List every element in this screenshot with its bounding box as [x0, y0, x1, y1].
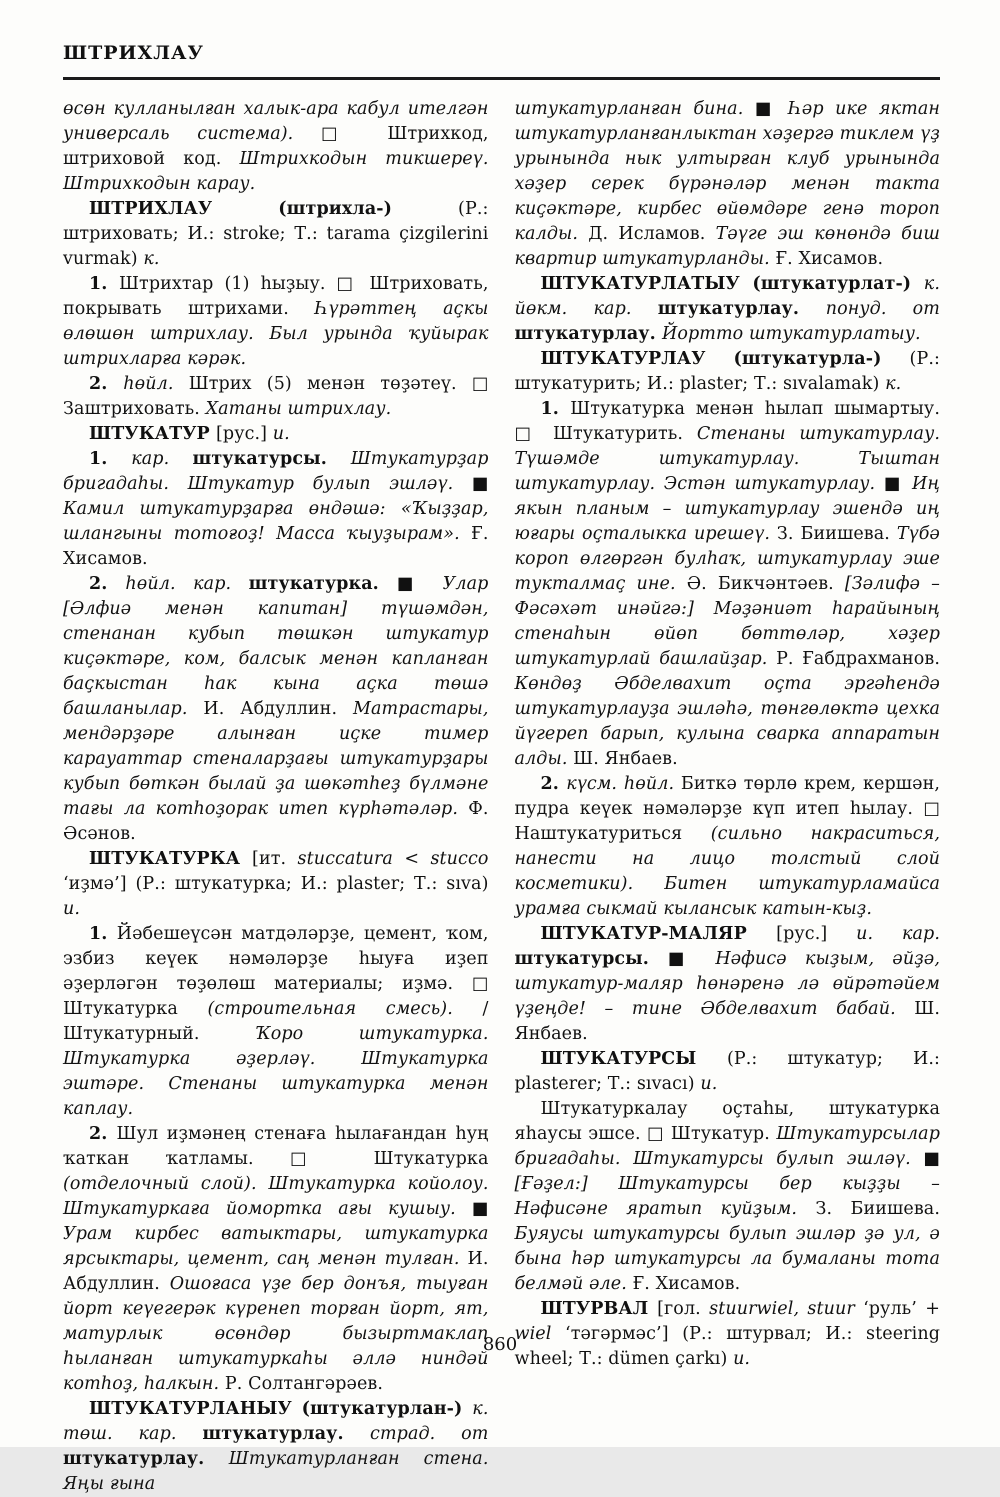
text-run: 1. — [540, 399, 571, 419]
entry-paragraph — [515, 397, 941, 772]
text-run: (Р.: штриховать; И.: stroke; Т.: tarama çizgilerini vurmak) — [63, 199, 489, 269]
text-run: ■ — [754, 99, 789, 119]
text-run: Ш. Янбаев. — [514, 999, 940, 1044]
text-run: һөйл. кар. — [125, 574, 249, 594]
text-run: 1. — [89, 924, 117, 944]
text-run: штукатурлау. — [202, 1424, 371, 1444]
text-run: к. төш. кар. — [63, 1399, 489, 1444]
text-run: stucco — [430, 849, 489, 869]
text-run: / Штукатурный. — [63, 999, 489, 1044]
entry-paragraph — [63, 422, 489, 447]
text-run: ШТУКАТУРСЫ — [540, 1049, 727, 1069]
text-run: И. Абдуллин. — [63, 1249, 489, 1294]
text-run: и. кар. — [856, 924, 941, 944]
text-run: Штукатуркалау оҫтаһы, штукатурка яһаусы эшсе. □ Штукатур. — [514, 1099, 940, 1144]
text-run: (Р.: штукатурить; И.: plaster; Т.: sıvalamak) — [514, 349, 940, 394]
text-run: Камил штукатурҙарға өндәшә: «Ҡыҙҙар, шлангыны тотоғоҙ! Масса ҡыуҙырам». — [63, 499, 489, 544]
text-run: Ғ. Хисамов. — [632, 1274, 741, 1294]
text-run: Ҡоро штукатурка. Штукатурка әҙерләү. Штукатурка эштәре. Стенаны штукатурка менән каплау. — [63, 1024, 489, 1119]
text-run: З. Биишева. — [815, 1199, 940, 1219]
entry-paragraph — [515, 1097, 941, 1297]
text-run: ■ — [471, 1199, 489, 1219]
text-run: Һәр ике яктан штукатурланғанлыктан хәҙергә тиклем үҙ урынында нык ултырған клуб урынында хәҙер серек бүрәнәләр менән такта киҫәктәре, кирбес өйөмдәре генә тороп калды. — [514, 99, 941, 244]
text-run: Тәүге эш көнөндә биш квартир штукатурланды. — [514, 224, 940, 269]
text-run: өсөн кулланылған халык-ара кабул ителгән универсаль система). — [63, 99, 489, 144]
text-run: ‘руль’ + — [863, 1299, 941, 1319]
text-run: Нәфисә кыҙым, әйҙә, штукатур-маляр һөнәренә лә өйрәтәйем үҙеңде! – тине Әбделвахит бабай. — [514, 949, 940, 1019]
page-number: 860 — [482, 1334, 518, 1355]
text-run: 1. — [89, 274, 119, 294]
text-run: штукатурсы. — [514, 949, 668, 969]
text-run: кар. — [131, 449, 193, 469]
right-column — [515, 97, 941, 1497]
text-run: [Ғәҙел:] Штукатурсы бер кыҙҙы – Нәфисәне яратып куйҙым. — [514, 1174, 940, 1219]
text-run: ШТУКАТУР-МАЛЯР — [540, 924, 777, 944]
text-run: [Зәлифә – Фәсәхәт инәйгә:] Мәҙәниәт һарайының стенаһын өйөп бөттөләр, хәҙер штукатурлай башлайҙар. — [514, 574, 940, 669]
text-run: ШТУКАТУРКА — [89, 849, 253, 869]
text-run: Р. Солтангәрәев. — [224, 1374, 384, 1394]
text-run: Ш. Янбаев. — [573, 749, 678, 769]
text-run: штукатурсы. — [192, 449, 351, 469]
entry-paragraph — [515, 922, 941, 1047]
entry-paragraph — [63, 847, 489, 922]
text-run: (отделочный слой). Штукатурка койолоу. Штукатуркаға йомортка ағы кушыу. — [63, 1174, 489, 1219]
entry-paragraph — [63, 197, 489, 272]
text-run: к. — [143, 249, 160, 269]
text-run: Ғ. Хисамов. — [775, 249, 884, 269]
text-run: ‘иҙмә’] (Р.: штукатурка; И.: plaster; Т.: sıva) — [63, 874, 489, 894]
text-run: (строительная смесь). — [207, 999, 453, 1019]
entry-paragraph — [63, 272, 489, 372]
text-run: Штукатурсылар бригадаһы. Штукатурсы булып эшләү. — [514, 1124, 940, 1169]
text-run: и. — [272, 424, 290, 444]
entry-paragraph — [63, 372, 489, 422]
text-run: штукатурлау. — [63, 1449, 229, 1469]
entry-paragraph — [515, 272, 941, 347]
running-head: ШТРИХЛАУ — [63, 42, 204, 64]
text-run: ШТУРВАЛ — [540, 1299, 658, 1319]
entry-paragraph — [63, 97, 489, 197]
text-run: Түбә короп өлгөргән булһаҡ, штукатурлау эше тукталмаҫ ине. — [514, 524, 940, 594]
text-run: Шул иҙмәнең стенаға һылағандан һуң ҡаткан ҡатламы. □ Штукатурка — [63, 1124, 489, 1169]
text-run: Ә. Бикчәнтәев. — [686, 574, 845, 594]
text-run: Штукатурка менән һылап шымартыу. □ Штукатурить. — [514, 399, 940, 444]
text-run: Матрастары, мендәрҙәре алынған иҫке тимер карауаттар стеналарҙағы штукатурҙары кубып бөткән былай ҙа шөкәтһеҙ бүлмәне тағы ла котһоҙорак итеп күрһәтәләр. — [63, 699, 489, 819]
text-run: Биткә төрлө крем, кершән, пудра кеүек нәмәләрҙе күп итеп һылау. □ Наштукатуриться — [514, 774, 941, 844]
text-run: (Р.: штукатур; И.: plasterer; Т.: sıvacı) — [514, 1049, 941, 1094]
text-run: < — [392, 849, 431, 869]
text-run: 2. — [540, 774, 567, 794]
text-run: Стенаны штукатурлау. Түшәмде штукатурлау. Тыштан штукатурлау. Эстән штукатурлау. — [514, 424, 940, 494]
text-run: һөйл. — [123, 374, 189, 394]
text-run: страд. от — [370, 1424, 489, 1444]
entry-paragraph — [515, 97, 941, 272]
text-run: ‘тәгәрмәс’] (Р.: штурвал; И.: steering wheel; Т.: dümen çarkı) — [514, 1324, 940, 1369]
text-run: Д. Исламов. — [588, 224, 716, 244]
text-run: Хатаны штрихлау. — [205, 399, 392, 419]
text-run: stuurwiel, stuur — [709, 1299, 864, 1319]
text-run: ШТУКАТУРЛАТЫУ (штукатурлат-) — [540, 274, 924, 294]
entry-paragraph — [63, 572, 489, 847]
text-run: 2. — [89, 374, 124, 394]
text-run: Һүрәттең аҫкы өлөшөн штрихлау. Был урында ҡуйырак штрихларға кәрәк. — [63, 299, 489, 369]
entry-paragraph — [515, 347, 941, 397]
text-run: штукатурка. — [248, 574, 397, 594]
text-run: 1. — [89, 449, 132, 469]
text-run: Штрихкодын тикшереү. Штрихкодын карау. — [63, 149, 489, 194]
text-run: ШТУКАТУРЛАУ (штукатурла-) — [540, 349, 910, 369]
header-rule — [63, 77, 940, 80]
text-run: ШТРИХЛАУ (штрихла-) — [89, 199, 459, 219]
text-run: штукатурлау. — [657, 299, 826, 319]
text-run: stuccatura — [297, 849, 393, 869]
entry-paragraph — [515, 772, 941, 922]
text-run: ■ — [471, 474, 489, 494]
text-run: Йортто штукатурлатыу. — [661, 324, 921, 344]
text-run: ШТУКАТУР — [89, 424, 216, 444]
left-column — [63, 97, 489, 1497]
entry-paragraph — [63, 1122, 489, 1397]
text-run: и. — [700, 1074, 718, 1094]
text-run: 2. — [89, 574, 126, 594]
text-run: күсм. һөйл. — [566, 774, 681, 794]
text-run: [рус.] — [215, 424, 273, 444]
text-run: [гол. — [657, 1299, 710, 1319]
text-run: понуд. от — [825, 299, 940, 319]
entry-paragraph — [515, 1047, 941, 1097]
text-run: Ошоғаса үҙе бер донъя, тыуған йорт кеүегерәк күренеп торған йорт, ят, матурлык өсөндөр бызыртмаклап һыланған штукатуркаһы әллә ниндәй котһоҙ, һалкын. — [63, 1274, 489, 1394]
text-run: ■ — [883, 474, 913, 494]
entry-paragraph — [63, 922, 489, 1122]
text-run: Штрихтар (1) һыҙыу. □ Штриховать, покрывать штрихами. — [63, 274, 489, 319]
text-run: Улар [Әлфиә менән капитан] түшәмдән, стенанан кубып төшкән штукатур киҫәктәре, ком, балсык менән капланған баҫкыстан һак кына аҫка төшә башланылар. — [63, 574, 489, 719]
text-run: [ит. — [252, 849, 298, 869]
text-run: 2. — [89, 1124, 117, 1144]
text-run: Штрих (5) менән төҙәтеү. □ Заштриховать. — [63, 374, 489, 419]
text-run: к. — [885, 374, 902, 394]
text-run: И. Абдуллин. — [203, 699, 353, 719]
text-run: З. Биишева. — [776, 524, 897, 544]
text-columns — [63, 97, 940, 1497]
text-run: к. йөкм. кар. — [514, 274, 940, 319]
text-run: Ф. Әсәнов. — [63, 799, 489, 844]
text-run: Иң якын планым – штукатурлау эшендә иң юғары оҫталыкка ирешеү. — [514, 474, 940, 544]
text-run: ШТУКАТУРЛАНЫУ (штукатурлан-) — [89, 1399, 473, 1419]
text-run: Штукатурҙар бригадаһы. Штукатур булып эшләү. — [63, 449, 489, 494]
text-run: штукатурланған бина. — [514, 99, 755, 119]
text-run: □ Штрихкод, штриховой код. — [63, 124, 489, 169]
text-run: ■ — [396, 574, 443, 594]
text-run: Штукатурланған стена. Яңы ғына — [63, 1449, 489, 1494]
text-run: Урам кирбес ватыктары, штукатурка ярсыктары, цемент, саң менән тулған. — [63, 1224, 489, 1269]
text-run: wiel — [514, 1324, 566, 1344]
text-run: штукатурлау. — [514, 324, 662, 344]
text-run: ■ — [923, 1149, 940, 1169]
text-run: Көндөҙ Әбделвахит оҫта эргәһендә штукатурлауҙа эшләһә, төнгөлөктә цехка йүгереп барып, кулына сварка аппаратын алды. — [514, 674, 940, 769]
entry-paragraph — [63, 447, 489, 572]
entry-paragraph — [63, 1397, 489, 1497]
text-run: [рус.] — [776, 924, 857, 944]
text-run: ■ — [667, 949, 716, 969]
text-run: Ғ. Хисамов. — [63, 524, 489, 569]
text-run: Р. Ғабдрахманов. — [776, 649, 940, 669]
text-run: и. — [63, 899, 81, 919]
text-run: Буяусы штукатурсы булып эшләр ҙә ул, ә бына һәр штукатурсы ла бумаланы тота белмәй әле. — [514, 1224, 940, 1294]
text-run: (сильно накраситься, нанести на лицо толстый слой косметики). Битен штукатурламайса урамға сыкмай кылансык катын-кыҙ. — [514, 824, 941, 919]
text-run: и. — [733, 1349, 751, 1369]
text-run: Йәбешеүсән матдәләрҙе, цемент, ҡом, эзбиз кеүек нәмәләрҙе һыуға иҙеп әҙерләгән төҙөлөш материалы; иҙмә. □ Штукатурка — [63, 924, 489, 1019]
